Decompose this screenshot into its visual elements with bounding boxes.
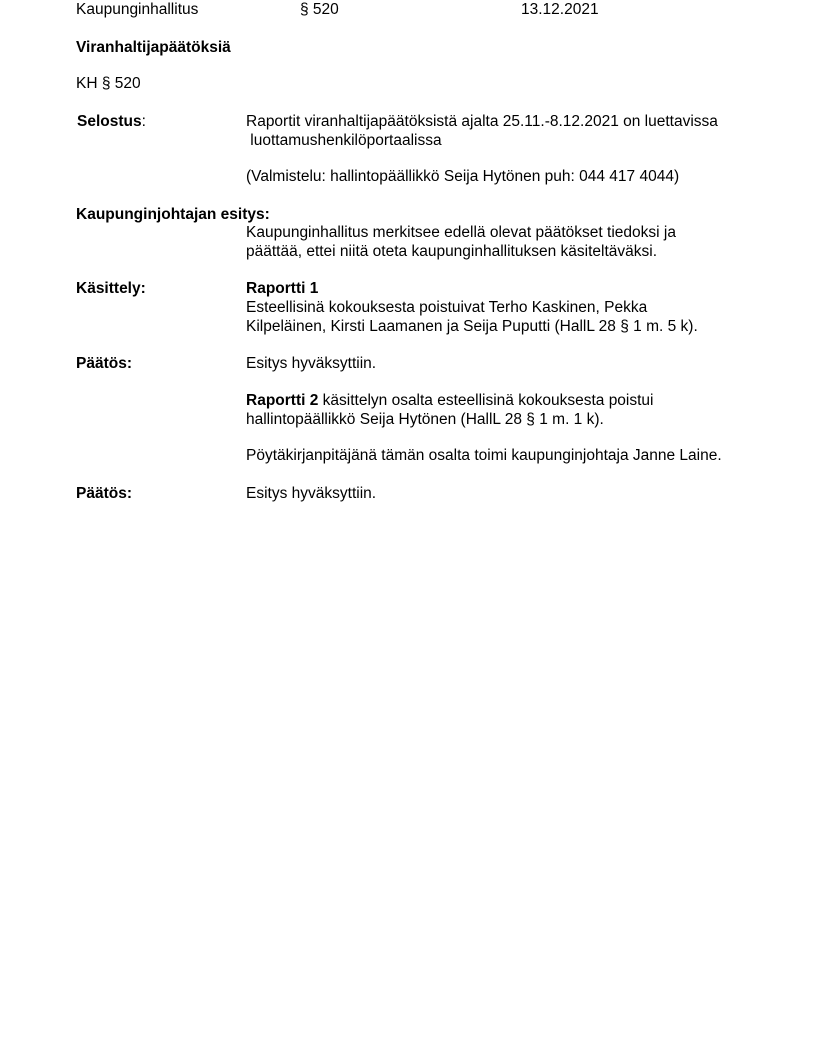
esitys-line-2: päättää, ettei niitä oteta kaupunginhallituksen käsiteltäväksi.	[246, 243, 658, 260]
report-2-body	[246, 391, 766, 429]
selostus-body	[246, 112, 766, 150]
selostus-line-2: luottamushenkilöportaalissa	[246, 132, 442, 149]
esitys-body	[246, 223, 766, 261]
header-committee: Kaupunginhallitus	[76, 1, 199, 18]
selostus-line-1: Raportit viranhaltijapäätöksistä ajalta 25.11.-8.12.2021 on luettavissa	[246, 113, 718, 130]
paatos-label-2: Päätös:	[76, 485, 132, 502]
document-title: Viranhaltijapäätöksiä	[76, 39, 231, 56]
report-2-line-1-rest: käsittelyn osalta esteellisinä kokouksesta poistui	[318, 392, 654, 409]
selostus-label-text: Selostus	[77, 113, 142, 130]
kasittely-body	[246, 279, 766, 336]
paatos-text-1: Esitys hyväksyttiin.	[246, 355, 377, 372]
esitys-label: Kaupunginjohtajan esitys:	[76, 206, 270, 223]
paatos-label-1: Päätös:	[76, 355, 132, 372]
esitys-line-1: Kaupunginhallitus merkitsee edellä olevat päätökset tiedoksi ja	[246, 224, 676, 241]
kasittely-label: Käsittely:	[76, 280, 146, 297]
report-2-line-1	[246, 391, 766, 410]
report-2-title: Raportti 2	[246, 392, 319, 409]
report-2-line-2: hallintopäällikkö Seija Hytönen (HallL 28 § 1 m. 1 k).	[246, 411, 604, 428]
paatos-text-2: Esitys hyväksyttiin.	[246, 485, 377, 502]
selostus-label-colon: :	[141, 113, 146, 130]
item-reference: KH § 520	[76, 75, 141, 92]
report-1-line-1: Esteellisinä kokouksesta poistuivat Terho Kaskinen, Pekka	[246, 299, 648, 316]
header-section: § 520	[300, 1, 339, 18]
report-1-line-2: Kilpeläinen, Kirsti Laamanen ja Seija Puputti (HallL 28 § 1 m. 5 k).	[246, 318, 698, 335]
report-1-title: Raportti 1	[246, 280, 319, 297]
header-date: 13.12.2021	[521, 1, 599, 18]
secretary-note: Pöytäkirjanpitäjänä tämän osalta toimi kaupunginjohtaja Janne Laine.	[246, 447, 722, 464]
preparation-note: (Valmistelu: hallintopäällikkö Seija Hytönen puh: 044 417 4044)	[246, 168, 680, 185]
selostus-label	[77, 112, 146, 131]
